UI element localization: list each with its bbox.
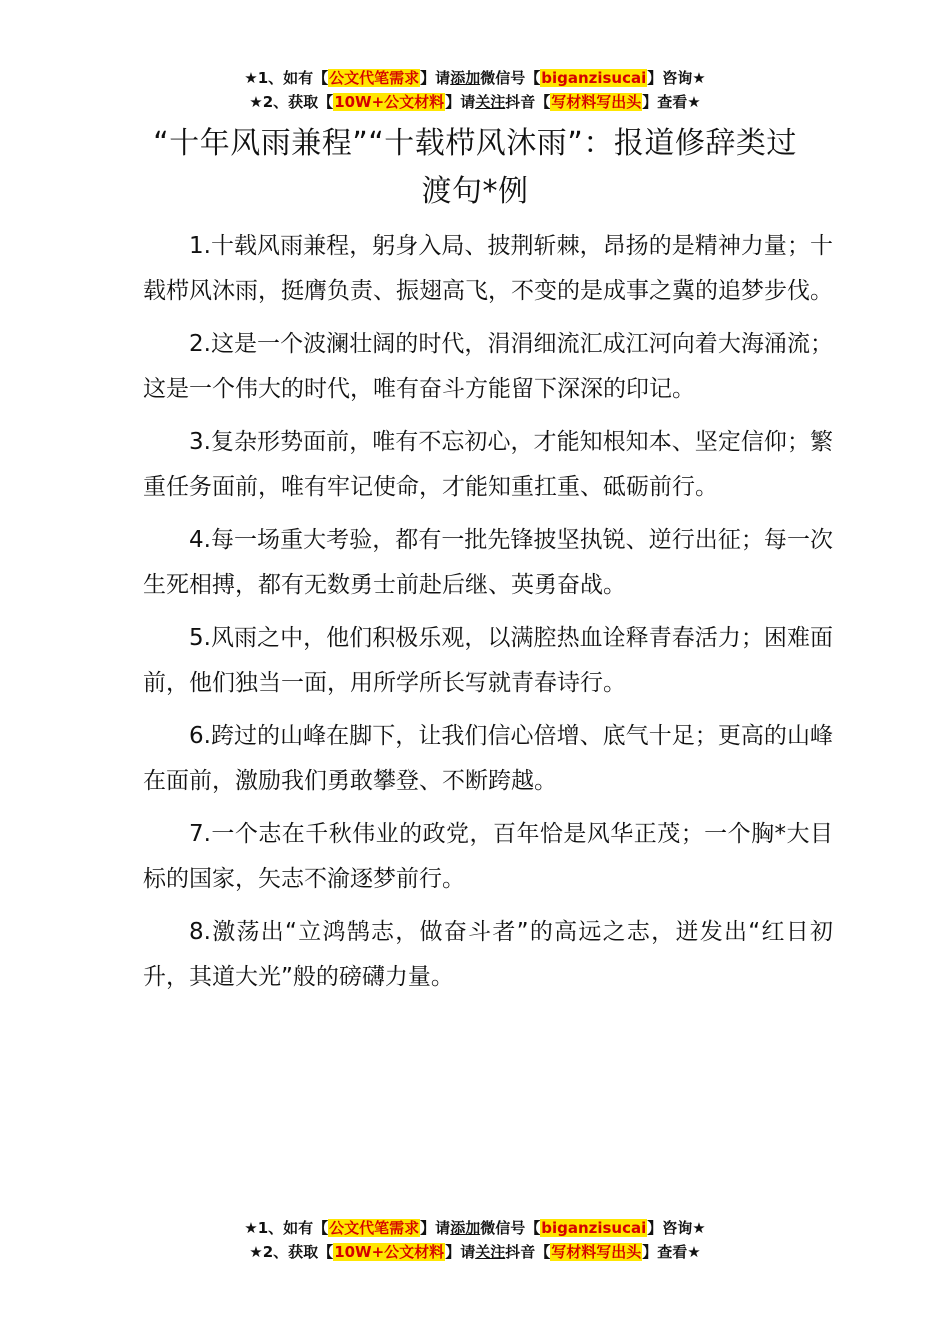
promo-line-2: ★2、获取【10W+公文材料】请关注抖音【写材料写出头】查看★ [249,93,701,111]
paragraph-7: 7.一个志在千秋伟业的政党，百年恰是风华正茂；一个胸*大目标的国家，矢志不渝逐梦前行。 [143,821,833,892]
promo-line-1: ★1、如有【公文代笔需求】请添加微信号【biganzisucai】咨询★ [244,1219,706,1237]
paragraph-8: 8.激荡出“立鸿鹄志，做奋斗者”的高远之志，迸发出“红日初升，其道大光”般的磅礴力量。 [143,919,833,990]
paragraph-2: 2.这是一个波澜壮阔的时代，涓涓细流汇成江河向着大海涌流；这是一个伟大的时代，唯有奋斗方能留下深深的印记。 [143,331,833,402]
promo-highlight-wechat-id: biganzisucai [541,1219,647,1237]
paragraph-3: 3.复杂形势面前，唯有不忘初心，才能知根知本、坚定信仰；繁重任务面前，唯有牢记使命，才能知重扛重、砥砺前行。 [143,429,833,500]
document-body [143,224,833,1008]
paragraph-6: 6.跨过的山峰在脚下，让我们信心倍增、底气十足；更高的山峰在面前，激励我们勇敢攀登、不断跨越。 [143,723,833,794]
promo-highlight-materials: 10W+公文材料 [334,1243,445,1261]
document-title: “十年风雨兼程”“十载栉风沐雨”：报道修辞类过渡句*例 [153,126,797,209]
promo-highlight-materials: 10W+公文材料 [334,93,445,111]
promo-highlight-ghostwriting: 公文代笔需求 [329,1219,420,1237]
promo-highlight-douyin: 写材料写出头 [551,93,642,111]
header-promo-banner [0,66,950,114]
promo-line-1: ★1、如有【公文代笔需求】请添加微信号【biganzisucai】咨询★ [244,69,706,87]
footer-promo-banner [0,1216,950,1264]
promo-highlight-wechat-id: biganzisucai [541,69,647,87]
promo-highlight-douyin: 写材料写出头 [551,1243,642,1261]
paragraph-4: 4.每一场重大考验，都有一批先锋披坚执锐、逆行出征；每一次生死相搏，都有无数勇士前赴后继、英勇奋战。 [143,527,833,598]
paragraph-5: 5.风雨之中，他们积极乐观，以满腔热血诠释青春活力；困难面前，他们独当一面，用所学所长写就青春诗行。 [143,625,833,696]
promo-line-2: ★2、获取【10W+公文材料】请关注抖音【写材料写出头】查看★ [249,1243,701,1261]
promo-highlight-ghostwriting: 公文代笔需求 [329,69,420,87]
paragraph-1: 1.十载风雨兼程，躬身入局、披荆斩棘，昂扬的是精神力量；十载栉风沐雨，挺膺负责、振翅高飞，不变的是成事之冀的追梦步伐。 [143,233,833,304]
